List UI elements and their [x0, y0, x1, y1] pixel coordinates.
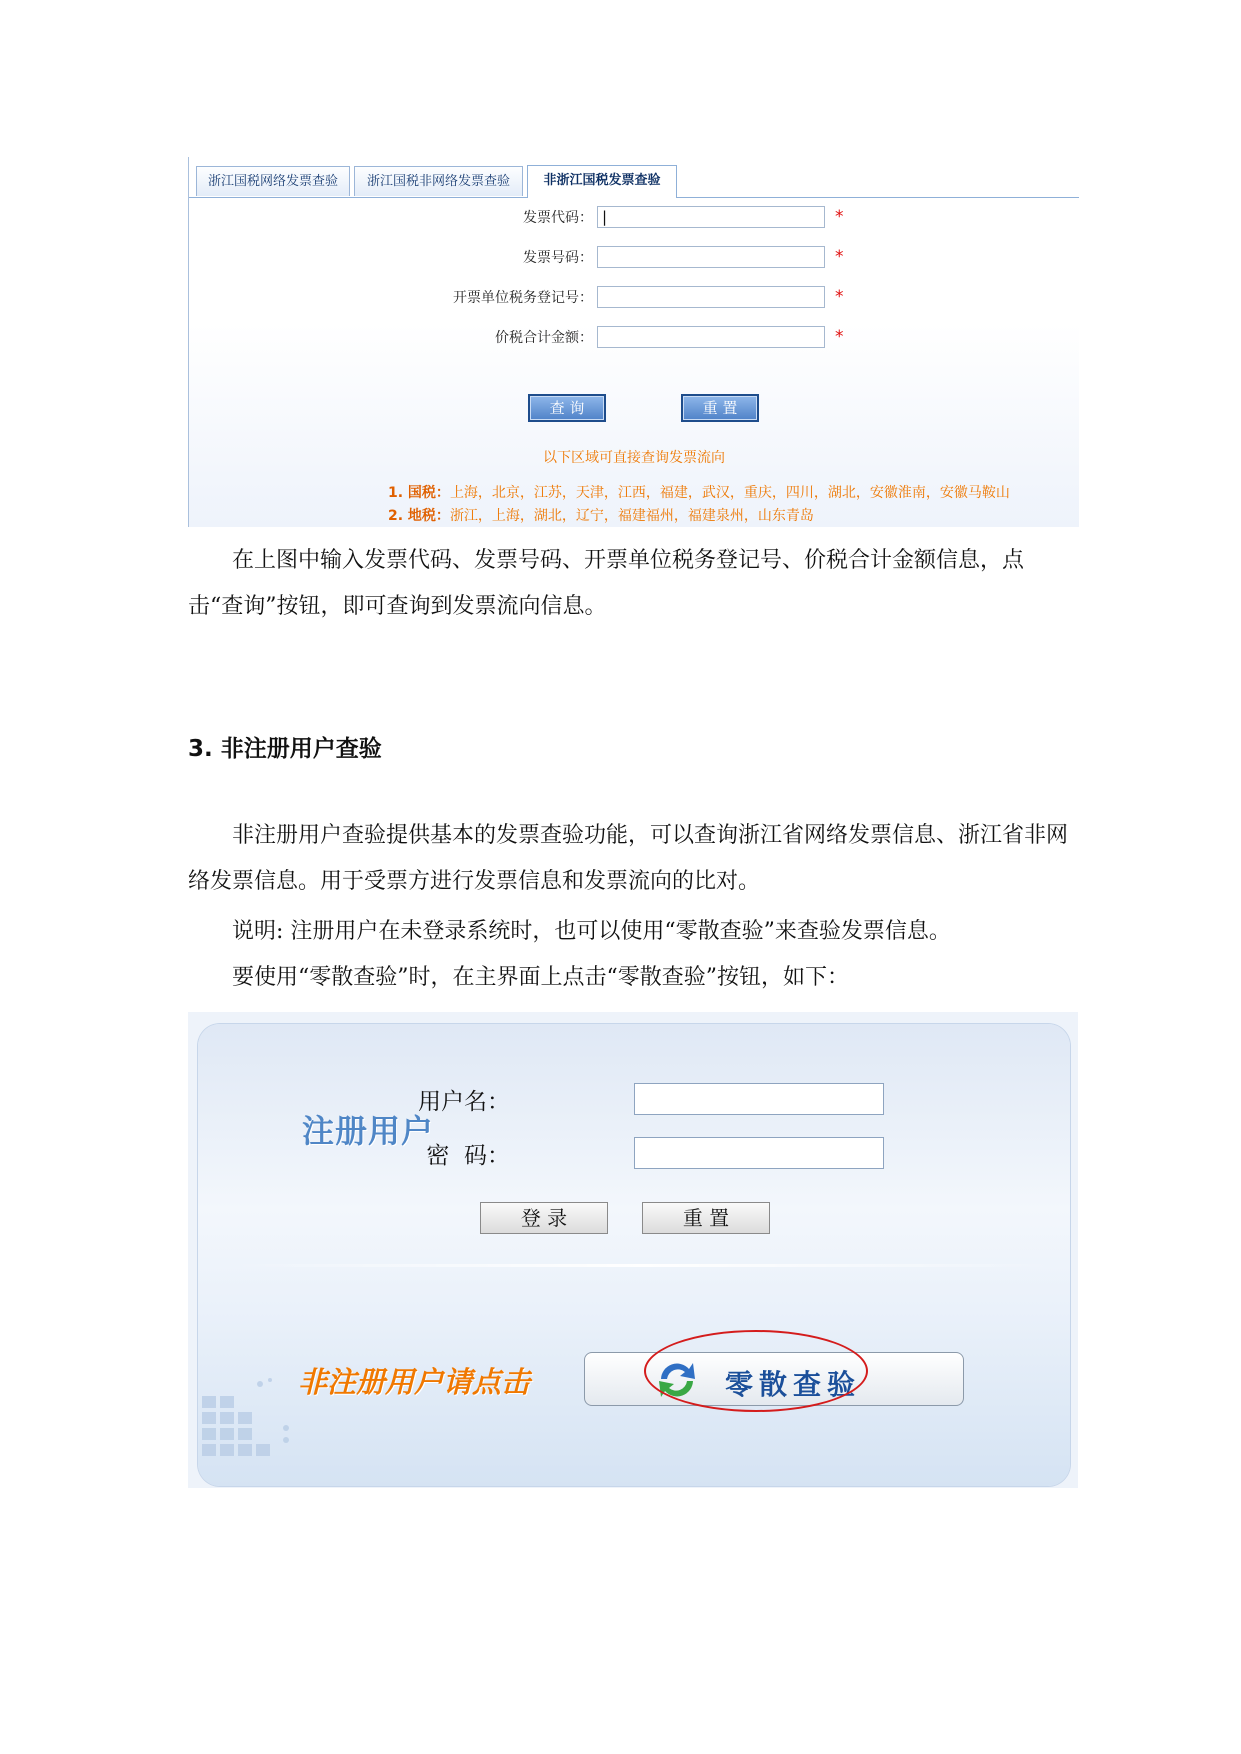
total-amount-label: 价税合计金额： — [495, 330, 593, 346]
panel-divider — [228, 1264, 1058, 1267]
registered-user-title: 注册用户 — [302, 1112, 435, 1150]
refresh-arrows-icon — [655, 1359, 699, 1401]
local-tax-city-list: 浙江，上海，湖北，辽宁，福建福州，福建泉州，山东青岛 — [449, 508, 814, 524]
invoice-code-label: 发票代码： — [523, 210, 593, 226]
paragraph-query-instruction: 在上图中输入发票代码、发票号码、开票单位税务登记号、价税合计金额信息，点击“查询”按钮，即可查询到发票流向信息。 — [188, 548, 1025, 619]
required-mark: * — [835, 247, 844, 267]
reset-button[interactable]: 重 置 — [642, 1202, 770, 1234]
invoice-code-input[interactable]: | — [597, 206, 825, 228]
invoice-number-input[interactable] — [597, 246, 825, 268]
decorative-building-graphic — [198, 1378, 318, 1488]
tab-zhejiang-network-invoice[interactable]: 浙江国税网络发票查验 — [196, 166, 350, 196]
username-input[interactable] — [634, 1083, 884, 1115]
national-tax-city-list: 上海，北京，江苏，天津，江西，福建，武汉，重庆，四川，湖北，安徽淮南，安徽马鞍山 — [449, 485, 1010, 501]
paragraph-nonreg-description: 非注册用户查验提供基本的发票查验功能，可以查询浙江省网络发票信息、浙江省非网络发票信息。用于受票方进行发票信息和发票流向的比对。 — [188, 823, 1069, 894]
flow-query-hint: 以下区域可直接查询发票流向 — [543, 450, 725, 466]
scattered-check-label: 零散查验 — [725, 1368, 862, 1401]
tax-registration-input[interactable] — [597, 286, 825, 308]
scattered-check-button[interactable] — [584, 1352, 964, 1406]
local-tax-label: 2. 地税： — [388, 508, 450, 524]
password-input[interactable] — [634, 1137, 884, 1169]
invoice-query-screenshot — [188, 157, 1079, 527]
login-panel — [198, 1024, 1070, 1486]
tab-non-zhejiang-invoice[interactable]: 非浙江国税发票查验 — [527, 165, 677, 198]
required-mark: * — [835, 287, 844, 307]
local-tax-cities — [388, 505, 814, 525]
paragraph-usage: 要使用“零散查验”时，在主界面上点击“零散查验”按钮，如下： — [232, 965, 849, 990]
tab-zhejiang-non-network-invoice[interactable]: 浙江国税非网络发票查验 — [354, 166, 523, 196]
national-tax-cities — [388, 482, 1010, 502]
section-heading: 3. 非注册用户查验 — [188, 736, 382, 762]
required-mark: * — [835, 327, 844, 347]
paragraph-note: 说明: 注册用户在未登录系统时，也可以使用“零散查验”来查验发票信息。 — [232, 919, 951, 944]
query-button[interactable]: 查 询 — [528, 394, 606, 422]
field-row-invoice-number — [189, 245, 1079, 271]
password-label: 密 码： — [426, 1143, 510, 1169]
non-registered-prompt: 非注册用户请点击 — [298, 1365, 531, 1399]
login-button[interactable]: 登 录 — [480, 1202, 608, 1234]
login-screenshot — [188, 1012, 1078, 1488]
tax-registration-label: 开票单位税务登记号： — [453, 290, 593, 306]
reset-button[interactable]: 重 置 — [681, 394, 759, 422]
username-label: 用户名： — [418, 1089, 510, 1115]
field-row-invoice-code — [189, 205, 1079, 231]
field-row-tax-registration — [189, 285, 1079, 311]
required-mark: * — [835, 207, 844, 227]
field-row-total-amount — [189, 325, 1079, 351]
invoice-number-label: 发票号码： — [523, 250, 593, 266]
national-tax-label: 1. 国税： — [388, 485, 450, 501]
tab-bar — [189, 157, 1079, 198]
total-amount-input[interactable] — [597, 326, 825, 348]
